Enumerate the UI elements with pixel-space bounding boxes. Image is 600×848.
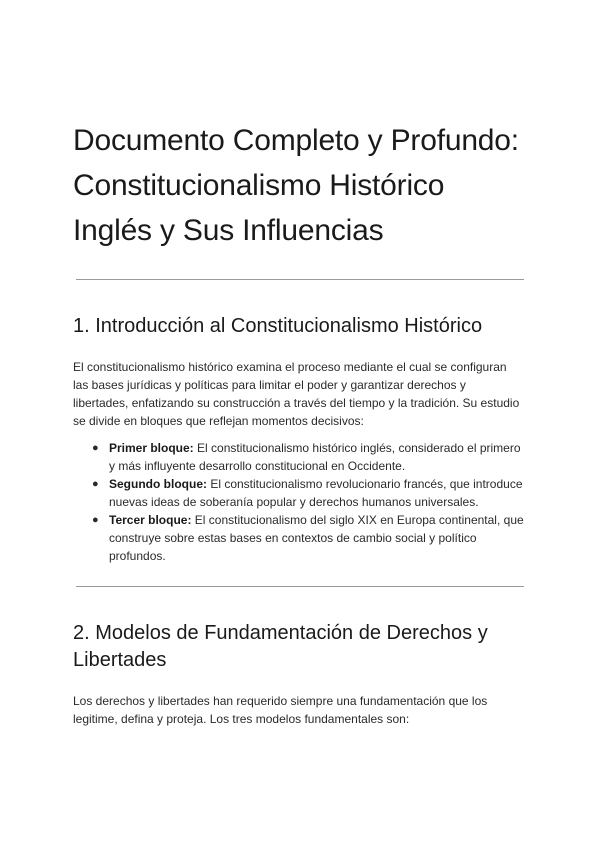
bullet-icon: ● (92, 478, 99, 490)
list-item (92, 439, 524, 475)
section-divider (76, 279, 524, 280)
bullet-icon: ● (92, 514, 99, 526)
blocks-list (73, 439, 524, 565)
list-item-label: Tercer bloque: (109, 513, 192, 527)
document-title: Documento Completo y Profundo: Constitucionalismo Histórico Inglés y Sus Influencias (73, 124, 519, 247)
section-introduccion (73, 313, 524, 565)
section-modelos (73, 620, 524, 728)
section-paragraph: Los derechos y libertades han requerido siempre una fundamentación que los legitime, defina y proteja. Los tres modelos fundamentales son: (73, 694, 488, 726)
list-item-text: El constitucionalismo del siglo XIX en Europa continental, que construye sobre estas bases en contextos de cambio social y político profundos. (109, 513, 524, 563)
list-item (92, 511, 524, 565)
section-heading: 2. Modelos de Fundamentación de Derechos y Libertades (73, 622, 488, 671)
section-divider (76, 586, 524, 587)
list-item-text: El constitucionalismo revolucionario francés, que introduce nuevas ideas de soberanía popular y derechos humanos universales. (109, 477, 523, 509)
list-item-text: El constitucionalismo histórico inglés, considerado el primero y más influyente desarrollo constitucional en Occidente. (109, 441, 521, 473)
list-item (92, 475, 524, 511)
bullet-icon: ● (92, 442, 99, 454)
list-item-label: Segundo bloque: (109, 477, 207, 491)
section-heading: 1. Introducción al Constitucionalismo Histórico (73, 315, 483, 337)
list-item-label: Primer bloque: (109, 441, 194, 455)
section-paragraph: El constitucionalismo histórico examina el proceso mediante el cual se configuran las bases jurídicas y políticas para limitar el poder y garantizar derechos y libertades, enfatizando su construcción a través del tiempo y la tradición. Su estudio se divide en bloques que reflejan momentos decisivos: (73, 360, 520, 428)
